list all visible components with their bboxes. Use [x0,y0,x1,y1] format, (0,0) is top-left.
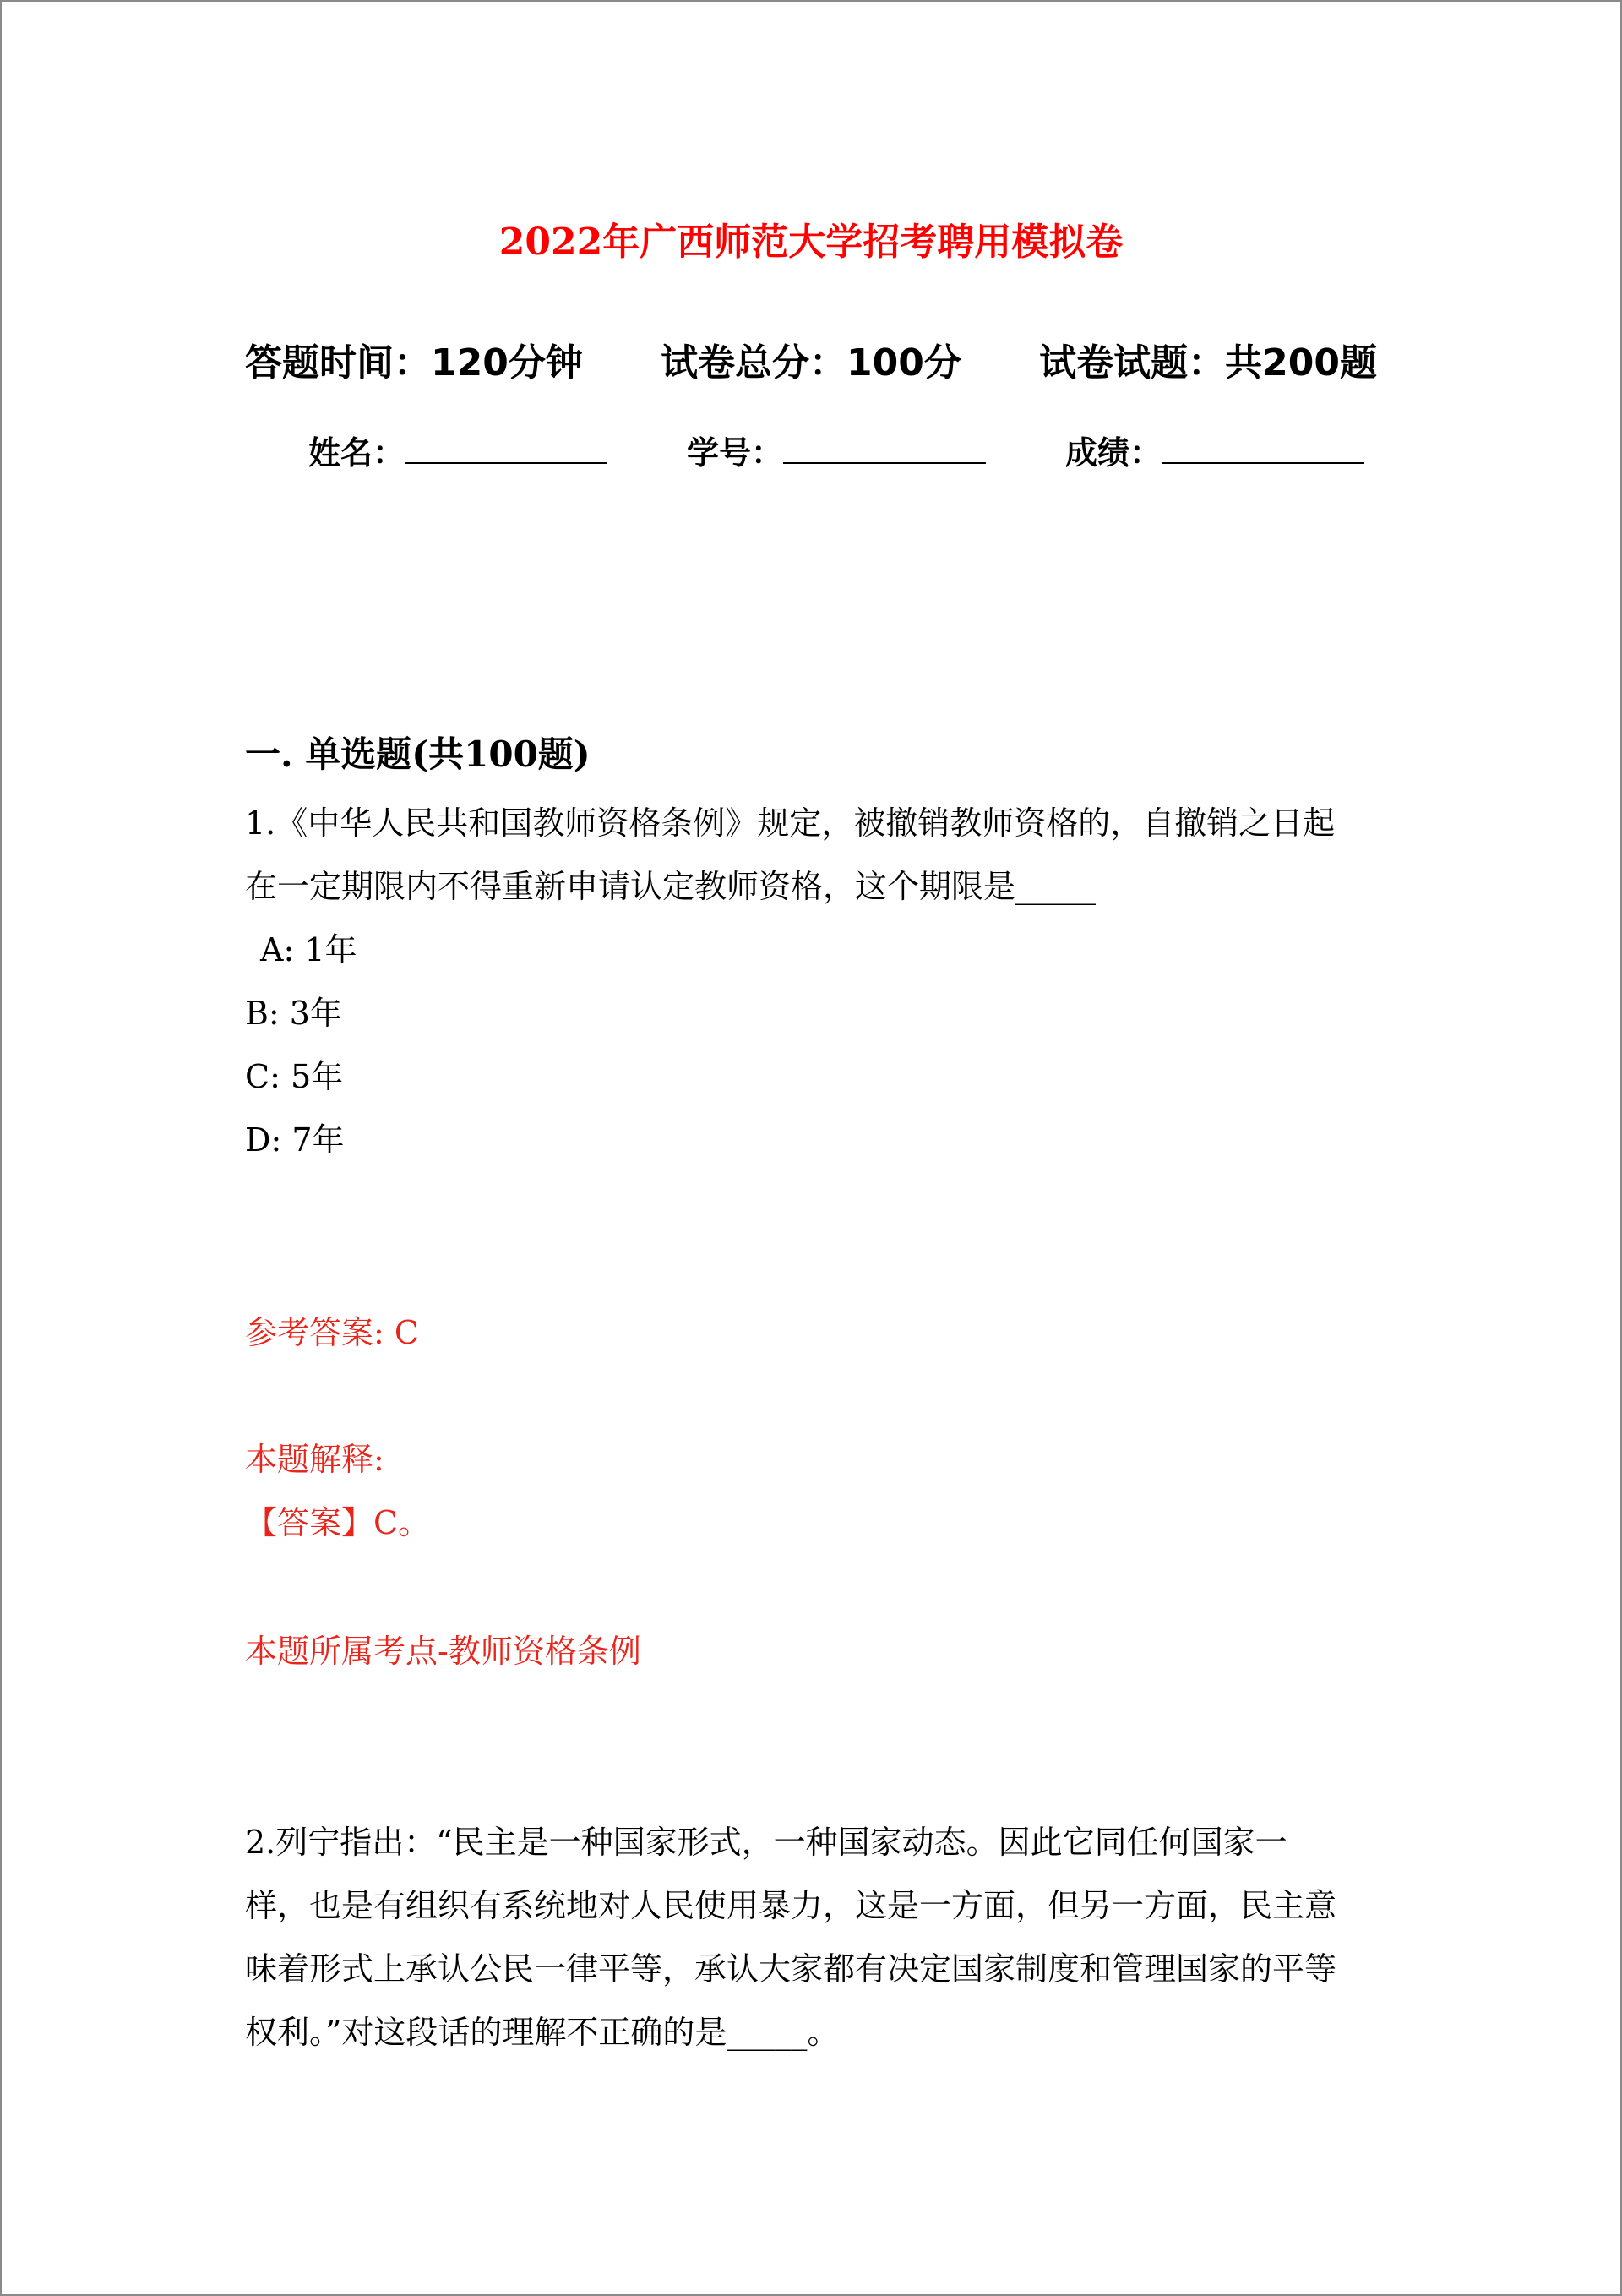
score-label: 成绩： [1064,434,1162,472]
exam-question-count: 试卷试题：共200题 [1039,341,1377,384]
question-1-explanation-label: 本题解释: [245,1441,384,1478]
student-id-blank [783,437,986,464]
question-1-option-d: D: 7年 [245,1121,345,1159]
question-1-answer: 参考答案: C [245,1314,419,1351]
question-1-option-b: B: 3年 [245,995,342,1032]
exam-total-score: 试卷总分：100分 [661,341,961,384]
question-1-option-c: C: 5年 [245,1058,344,1095]
question-1-text-line-2: 在一定期限内不得重新申请认定教师资格，这个期限是_____ [245,868,1097,905]
name-label: 姓名： [308,434,406,472]
question-1-option-a: A: 1年 [260,931,357,968]
score-blank [1162,437,1364,464]
question-2-text-line-4: 权利。”对这段话的理解不正确的是_____。 [245,2014,840,2051]
exam-time: 答题时间：120分钟 [245,341,583,384]
question-1-topic: 本题所属考点-教师资格条例 [245,1633,641,1670]
name-field [308,427,607,473]
question-2-text-line-1: 2.列宁指出：“民主是一种国家形式，一种国家动态。因此它同任何国家一 [245,1824,1287,1861]
question-1-text-line-1: 1.《中华人民共和国教师资格条例》规定，被撤销教师资格的，自撤销之日起 [245,804,1336,842]
question-2-text-line-2: 样，也是有组织有系统地对人民使用暴力，这是一方面，但另一方面，民主意 [245,1887,1337,1924]
student-id-label: 学号： [686,434,783,472]
exam-title: 2022年广西师范大学招考聘用模拟卷 [498,221,1124,264]
question-1-explanation: 【答案】C。 [245,1504,431,1541]
name-blank [405,437,607,464]
question-1 [245,792,1377,1172]
score-field [1065,427,1364,473]
section-heading: 一. 单选题(共100题) [245,734,591,775]
exam-meta [245,332,1377,386]
question-2-text-line-3: 味着形式上承认公民一律平等，承认大家都有决定国家制度和管理国家的平等 [245,1950,1337,1988]
student-info [308,427,1364,473]
student-id-field [687,427,986,473]
question-2 [245,1811,1377,2064]
